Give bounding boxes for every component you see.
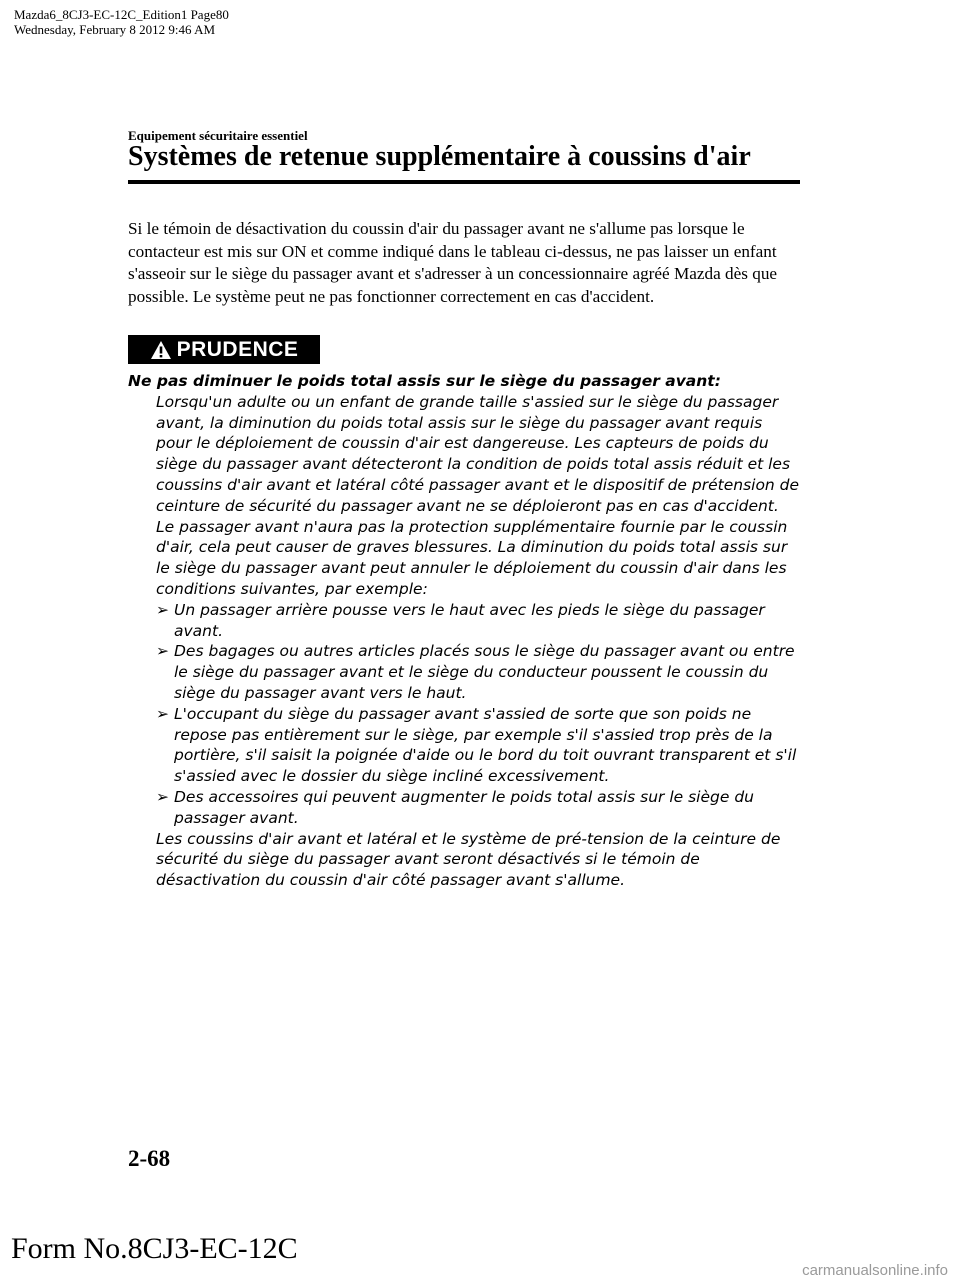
print-header-date: Wednesday, February 8 2012 9:46 AM: [14, 22, 216, 37]
watermark: carmanualsonline.info: [802, 1262, 948, 1279]
list-item: ➢ Un passager arrière pousse vers le haut avec les pieds le siège du passager avant.: [156, 600, 765, 640]
caution-paragraph: Lorsqu'un adulte ou un enfant de grande taille s'assied sur le siège du passager avant, la diminution du poids total assis sur le siège du passager avant requis pour le déploiement de coussin d'air est dangereuse. Les capteurs de poids du siège du passager avant détecteront la condition de poids total assis réduit et les coussins d'air avant et latéral côté passager avant et le dispositif de prétension de ceinture de sécurité du passager avant ne se déploieront pas en cas d'accident. Le passager avant n'aura pas la protection supplémentaire fournie par le coussin d'air, cela peut causer de graves blessures. La diminution du poids total assis sur le siège du passager avant peut annuler le déploiement du coussin d'air dans les conditions suivantes, par exemple:: [156, 392, 800, 598]
form-number: Form No.8CJ3-EC-12C: [11, 1232, 298, 1265]
caution-heading: Ne pas diminuer le poids total assis sur le siège du passager avant:: [128, 372, 721, 390]
list-item: ➢ L'occupant du siège du passager avant s'assied de sorte que son poids ne repose pas entièrement sur le siège, par exemple s'il s'assied trop près de la portière, s'il saisit la poignée d'aide ou le bord du toit ouvrant transparent et s'il s'assied avec le dossier du siège incliné excessivement.: [156, 704, 797, 786]
arrow-bullet-icon: ➢: [156, 600, 169, 619]
intro-paragraph: Si le témoin de désactivation du coussin d'air du passager avant ne s'allume pas lorsque le contacteur est mis sur ON et comme indiqué dans le tableau ci-dessus, ne pas laisser un enfant s'asseoir sur le siège du passager avant et s'adresser à un concessionnaire agréé Mazda dès que possible. Le système peut ne pas fonctionner correctement en cas d'accident.: [128, 219, 778, 306]
list-item: ➢ Des accessoires qui peuvent augmenter le poids total assis sur le siège du passager avant.: [156, 787, 754, 827]
arrow-bullet-icon: ➢: [156, 787, 169, 806]
caution-closing: Les coussins d'air avant et latéral et le système de pré-tension de la ceinture de sécurité du siège du passager avant seront désactivés si le témoin de désactivation du coussin d'air côté passager avant s'allume.: [156, 829, 781, 890]
print-header: [14, 7, 229, 37]
title-rule: [128, 180, 800, 184]
page-title: Systèmes de retenue supplémentaire à coussins d'air: [128, 141, 751, 172]
caution-bullet-list: [156, 600, 800, 829]
print-header-file: Mazda6_8CJ3-EC-12C_Edition1 Page80: [14, 7, 229, 22]
caution-badge: [128, 335, 320, 364]
list-item: ➢ Des bagages ou autres articles placés sous le siège du passager avant ou entre le siège du passager avant et le siège du conducteur poussent le coussin du siège du passager avant vers le haut.: [156, 642, 795, 702]
warning-triangle-icon: [150, 340, 172, 360]
page-number: 2-68: [128, 1146, 171, 1171]
arrow-bullet-icon: ➢: [156, 642, 169, 661]
caution-body: [128, 371, 800, 891]
section-label: Equipement sécuritaire essentiel: [128, 128, 308, 143]
arrow-bullet-icon: ➢: [156, 704, 169, 723]
caution-label: PRUDENCE: [176, 337, 299, 361]
